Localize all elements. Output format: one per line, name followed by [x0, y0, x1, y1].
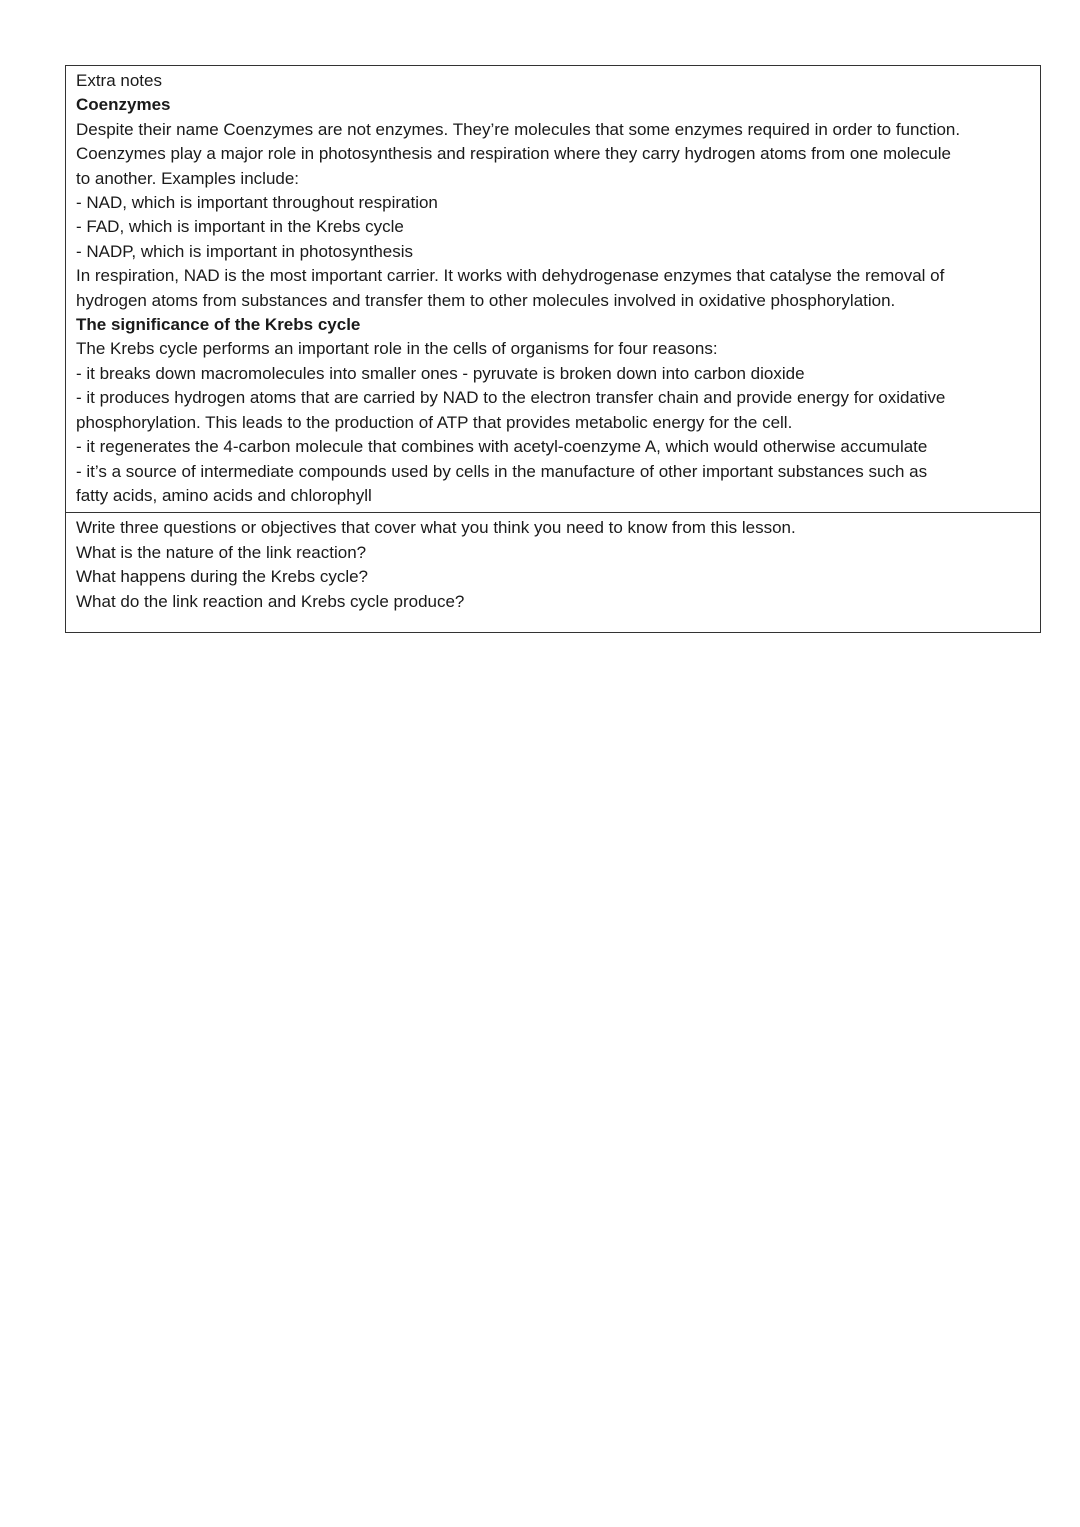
krebs-reason-item: - it regenerates the 4-carbon molecule that combines with acetyl-coenzyme A, which would otherwise accumulate [76, 437, 928, 457]
objectives-cell [66, 512, 1040, 632]
coenzymes-example-item: - NADP, which is important in photosynthesis [76, 241, 414, 261]
notes-table [65, 65, 1041, 633]
coenzymes-example-item: - NAD, which is important throughout respiration [76, 193, 438, 213]
coenzymes-text-line: hydrogen atoms from substances and transfer them to other molecules involved in oxidative phosphorylation. [76, 290, 896, 310]
objectives-prompt: Write three questions or objectives that cover what you think you need to know from this lesson. [76, 518, 796, 538]
coenzymes-example-item: - FAD, which is important in the Krebs cycle [76, 217, 404, 237]
krebs-reason-item: fatty acids, amino acids and chlorophyll [76, 485, 372, 505]
extra-notes-label: Extra notes [76, 71, 162, 90]
krebs-text-line: The Krebs cycle performs an important role in the cells of organisms for four reasons: [76, 339, 718, 359]
objective-question: What happens during the Krebs cycle? [76, 567, 369, 587]
coenzymes-text-line: Coenzymes play a major role in photosynthesis and respiration where they carry hydrogen atoms from one molecule [76, 144, 951, 164]
krebs-significance-heading: The significance of the Krebs cycle [76, 315, 361, 335]
coenzymes-text-line: Despite their name Coenzymes are not enzymes. They’re molecules that some enzymes required in order to function. [76, 119, 961, 139]
krebs-reason-item: - it produces hydrogen atoms that are carried by NAD to the electron transfer chain and provide energy for oxidative [76, 388, 946, 408]
krebs-reason-item: phosphorylation. This leads to the production of ATP that provides metabolic energy for the cell. [76, 412, 793, 432]
krebs-reason-item: - it’s a source of intermediate compounds used by cells in the manufacture of other important substances such as [76, 461, 928, 481]
extra-notes-cell [66, 66, 1040, 512]
krebs-reason-item: - it breaks down macromolecules into smaller ones - pyruvate is broken down into carbon dioxide [76, 363, 805, 383]
coenzymes-text-line: In respiration, NAD is the most important carrier. It works with dehydrogenase enzymes that catalyse the removal of [76, 266, 945, 286]
objective-question: What is the nature of the link reaction? [76, 542, 367, 562]
coenzymes-heading: Coenzymes [76, 95, 171, 115]
coenzymes-text-line: to another. Examples include: [76, 168, 300, 188]
objective-question: What do the link reaction and Krebs cycle produce? [76, 591, 465, 611]
